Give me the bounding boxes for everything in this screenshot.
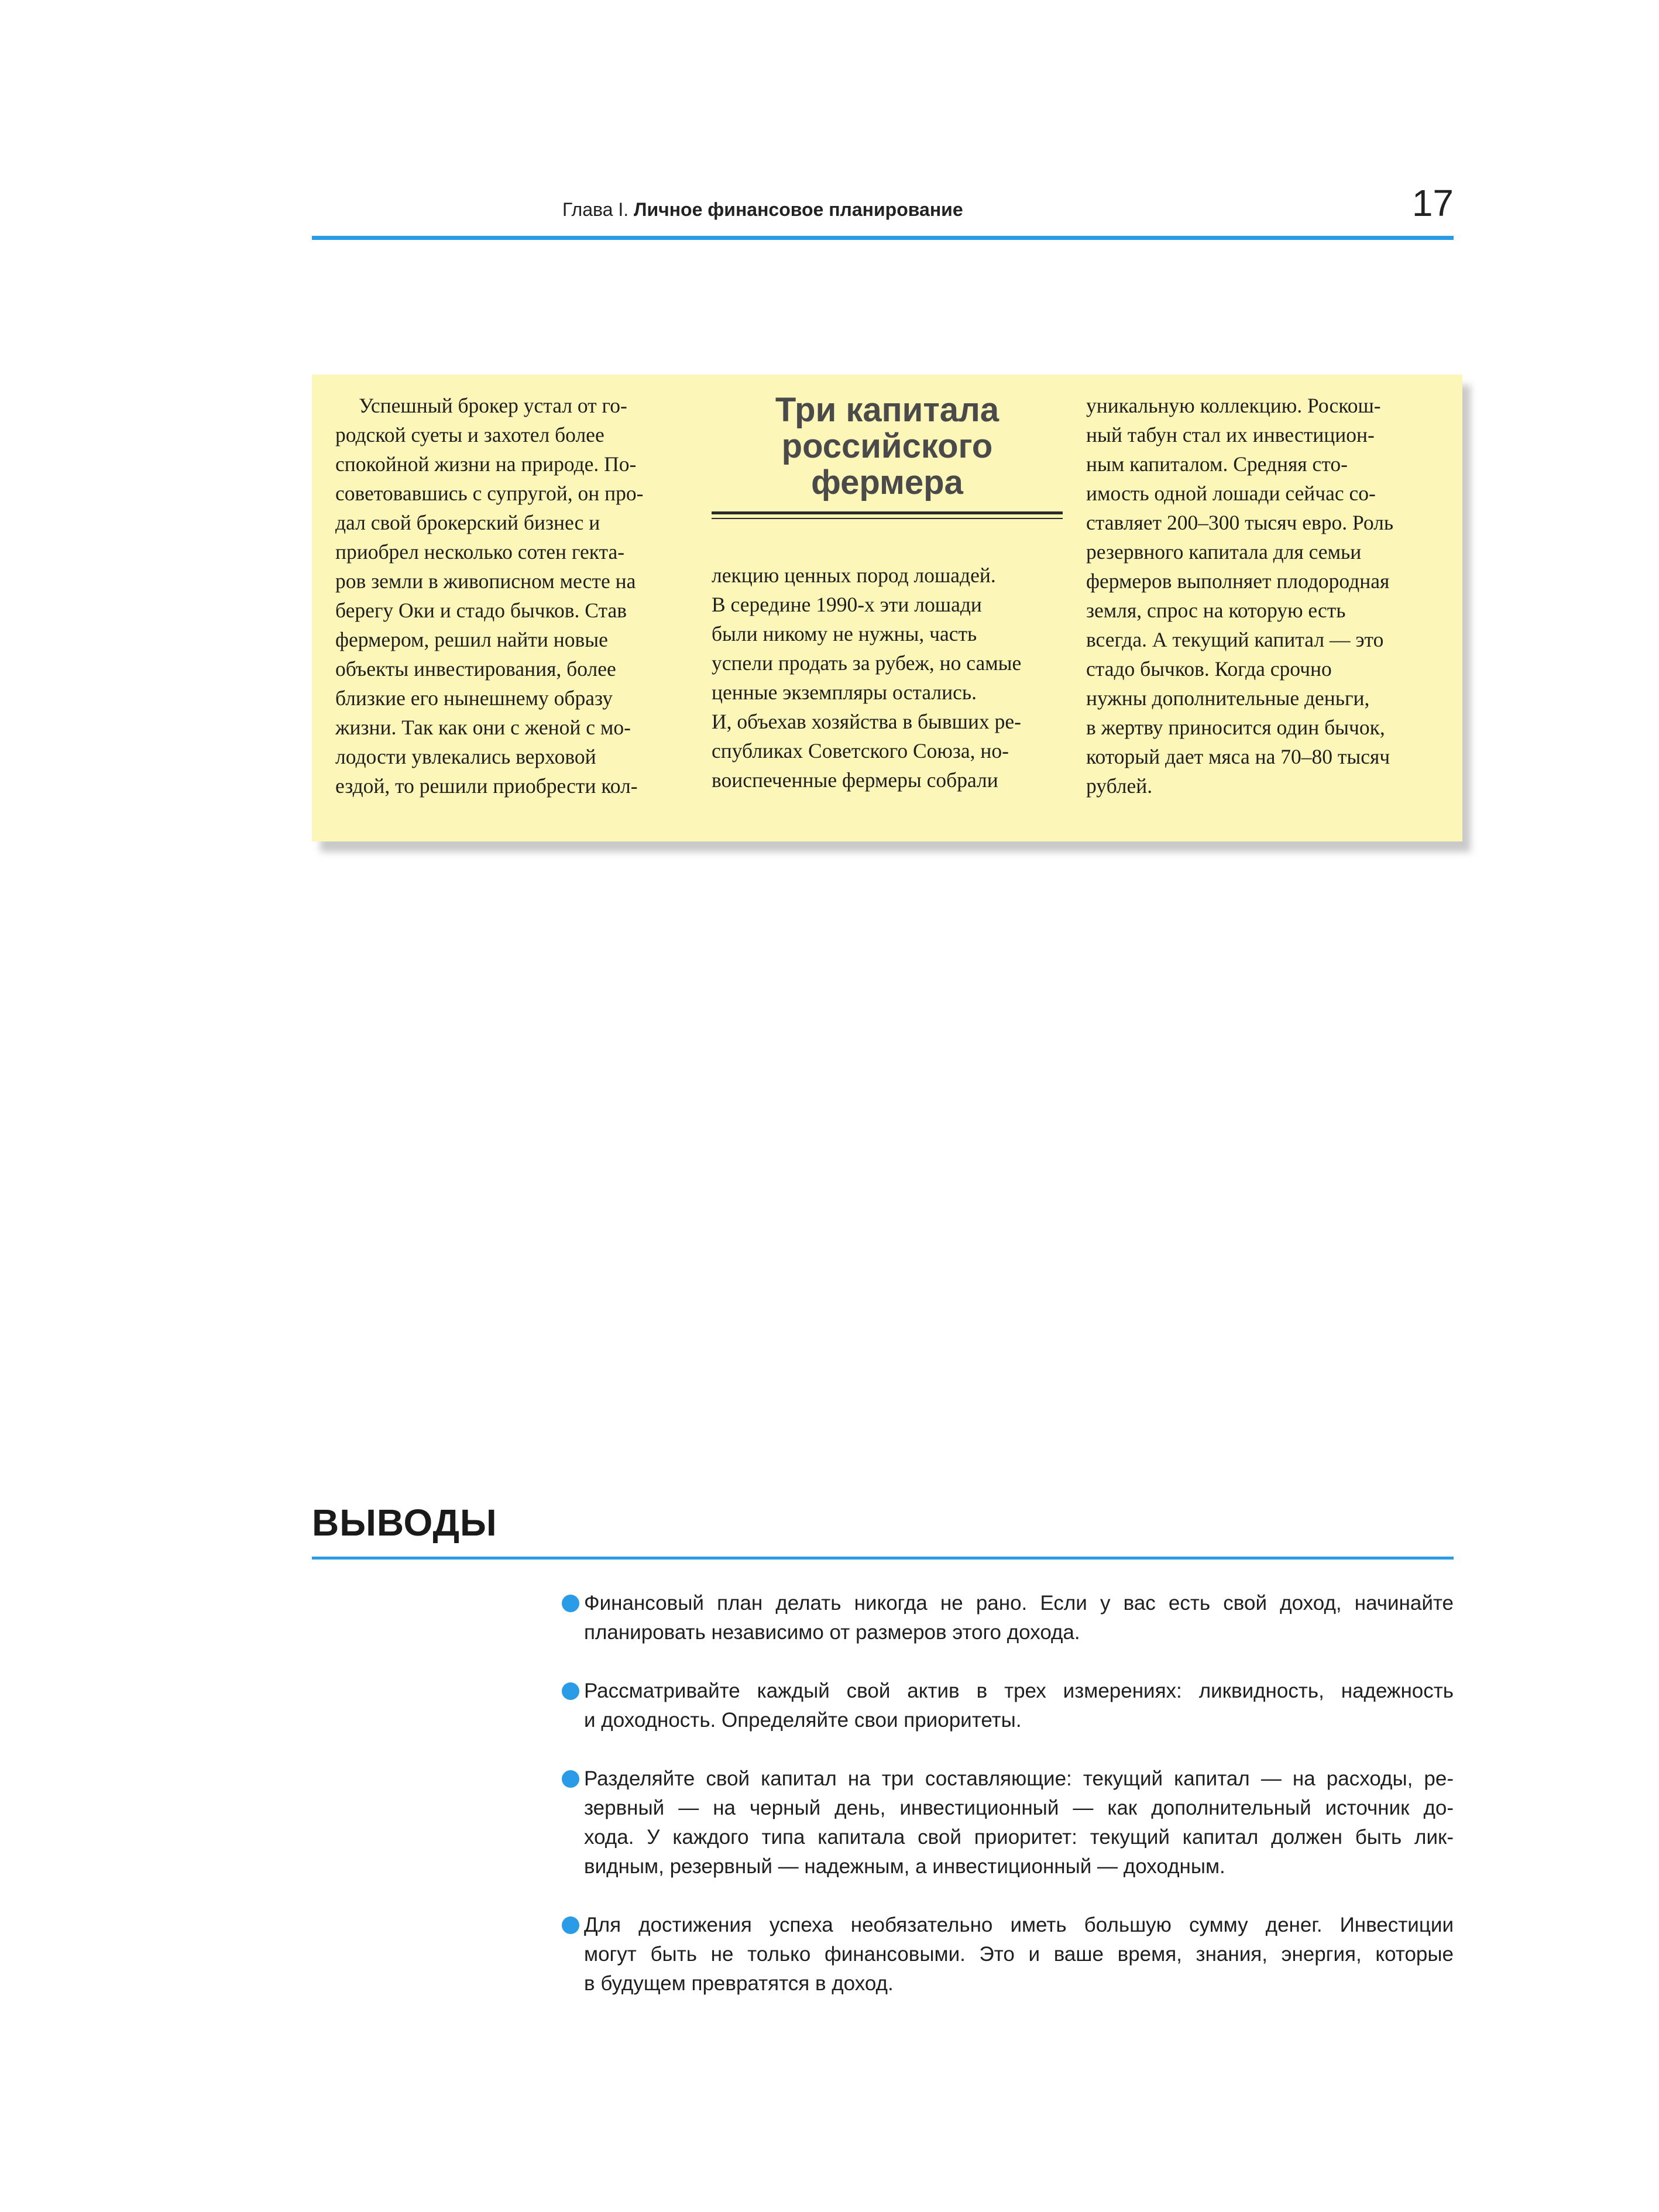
story-line: нужны дополнительные деньги, — [1086, 686, 1370, 710]
bullet-line: Для достижения успеха необязательно иметь большую сумму денег. Инвестиции — [584, 1914, 1454, 1936]
story-line: резервного капитала для семьи — [1086, 540, 1362, 564]
page-number: 17 — [1411, 182, 1454, 224]
bullet-line: в будущем превратятся в доход. — [584, 1972, 894, 1995]
story-box — [312, 375, 1462, 841]
story-line: были никому не нужны, часть — [712, 622, 977, 645]
story-line: советовавшись с супругой, он про- — [335, 482, 644, 505]
story-line: В середине 1990-х эти лошади — [712, 593, 982, 616]
story-line: берегу Оки и стадо бычков. Став — [335, 599, 627, 622]
story-line: рублей. — [1086, 774, 1153, 798]
list-item — [561, 1764, 1454, 1881]
title-rule-thin — [712, 518, 1063, 519]
story-line: спокойной жизни на природе. По- — [335, 452, 637, 476]
story-line: ный табун стал их инвестицион- — [1086, 423, 1375, 446]
story-line: имость одной лошади сейчас со- — [1086, 482, 1376, 505]
bullet-dot-icon — [562, 1770, 579, 1788]
story-line: лекцию ценных пород лошадей. — [712, 564, 996, 587]
list-item — [561, 1677, 1454, 1735]
page-header — [312, 176, 1454, 240]
bullet-line: Разделяйте свой капитал на три составляющие: текущий капитал — на расходы, ре- — [584, 1767, 1454, 1790]
story-line: родской суеты и захотел более — [335, 423, 604, 446]
bullet-line: могут быть не только финансовыми. Это и ваше время, знания, энергия, которые — [584, 1943, 1454, 1966]
story-line: объекты инвестирования, более — [335, 657, 616, 681]
story-line: успели продать за рубеж, но самые — [712, 651, 1022, 675]
story-line: земля, спрос на которую есть — [1086, 599, 1346, 622]
story-line: ров земли в живописном месте на — [335, 569, 636, 593]
story-line: уникальную коллекцию. Роскош- — [1086, 394, 1381, 417]
conclusions-rule — [312, 1557, 1454, 1560]
story-line: ставляет 200–300 тысяч евро. Роль — [1086, 511, 1394, 534]
story-line: спубликах Советского Союза, но- — [712, 739, 1009, 762]
story-line: в жертву приносится один бычок, — [1086, 716, 1385, 739]
conclusions-list — [561, 1589, 1454, 2028]
story-line: лодости увлекались верховой — [335, 745, 596, 768]
bullet-line: хода. У каждого типа капитала свой приоритет: текущий капитал должен быть лик- — [584, 1826, 1454, 1849]
story-title-line: Три капитала — [775, 391, 999, 429]
bullet-line: планировать независимо от размеров этого дохода. — [584, 1621, 1080, 1644]
story-line: близкие его нынешнему образу — [335, 686, 613, 710]
bullet-line: Рассматривайте каждый свой актив в трех измерениях: ликвидность, надежность — [584, 1679, 1454, 1702]
story-line: приобрел несколько сотен гекта- — [335, 540, 625, 564]
story-line: фермером, решил найти новые — [335, 628, 608, 651]
header-rule — [312, 236, 1454, 240]
story-line: фермеров выполняет плодородная — [1086, 569, 1390, 593]
list-item — [561, 1911, 1454, 1998]
story-line: воиспеченные фермеры собрали — [712, 768, 998, 792]
bullet-line: зервный — на черный день, инвестиционный — как дополнительный источник до- — [584, 1797, 1454, 1819]
story-column-2 — [712, 561, 1039, 795]
bullet-line: видным, резервный — надежным, а инвестиционный — доходным. — [584, 1855, 1225, 1878]
bullet-line: Финансовый план делать никогда не рано. Если у вас есть свой доход, начинайте — [584, 1592, 1454, 1615]
story-line: ным капиталом. Средняя сто- — [1086, 452, 1348, 476]
bullet-dot-icon — [562, 1916, 579, 1934]
story-column-3 — [1086, 391, 1437, 801]
bullet-dot-icon — [562, 1682, 579, 1700]
list-item — [561, 1589, 1454, 1647]
story-line: И, объехав хозяйства в бывших ре- — [712, 710, 1021, 733]
running-head — [562, 199, 963, 221]
story-line: который дает мяса на 70–80 тысяч — [1086, 745, 1390, 768]
story-line: стадо бычков. Когда срочно — [1086, 657, 1332, 681]
chapter-prefix: Глава I. — [562, 199, 629, 220]
story-column-1 — [335, 391, 663, 801]
story-title — [712, 392, 1063, 501]
conclusions-title: ВЫВОДЫ — [312, 1502, 497, 1544]
story-line: дал свой брокерский бизнес и — [335, 511, 600, 534]
story-title-line: фермера — [811, 463, 963, 502]
story-line: Успешный брокер устал от го- — [359, 394, 627, 417]
story-title-line: российского — [781, 427, 993, 465]
bullet-line: и доходность. Определяйте свои приоритеты. — [584, 1709, 1022, 1732]
bullet-dot-icon — [562, 1595, 579, 1612]
story-line: жизни. Так как они с женой с мо- — [335, 716, 631, 739]
title-rule-thick — [712, 511, 1063, 514]
story-line: ездой, то решили приобрести кол- — [335, 774, 638, 798]
story-line: всегда. А текущий капитал — это — [1086, 628, 1384, 651]
chapter-title: Личное финансовое планирование — [634, 199, 963, 220]
story-line: ценные экземпляры остались. — [712, 681, 977, 704]
